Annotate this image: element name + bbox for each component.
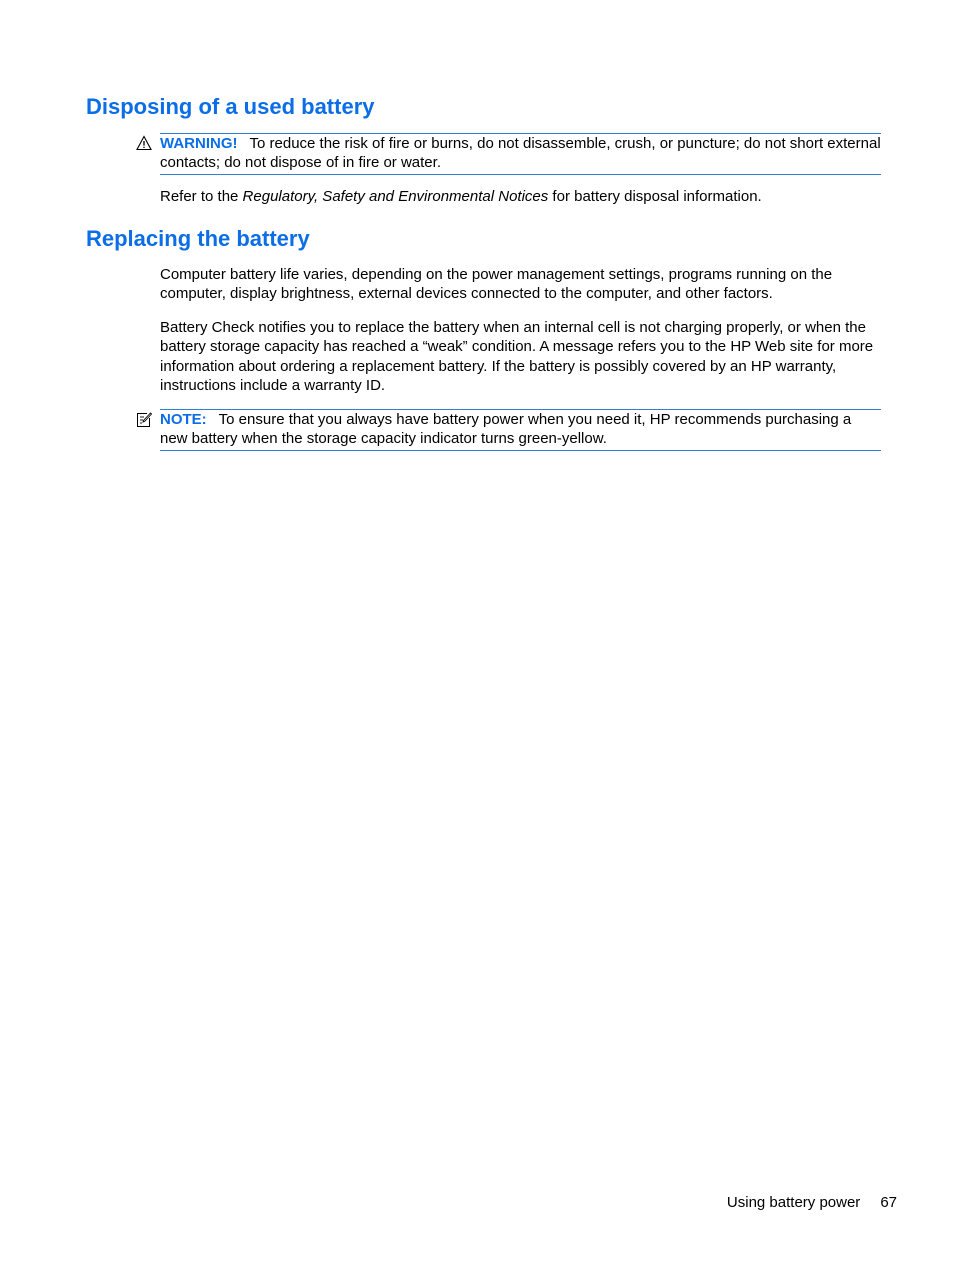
note-label: NOTE:: [160, 411, 207, 428]
battery-life-paragraph: Computer battery life varies, depending on the power management settings, programs running on the computer, display brightness, external devices connected to the computer, and other factors.: [160, 266, 833, 303]
note-text: To ensure that you always have battery power when you need it, HP recommends purchasing a new battery when the storage capacity indicator turns green-yellow.: [160, 411, 852, 448]
page-number: 67: [880, 1194, 897, 1211]
note-pencil-icon: [136, 412, 152, 428]
warning-text: To reduce the risk of fire or burns, do not disassemble, crush, or puncture; do not short external contacts; do not dispose of in fire or water.: [160, 135, 881, 172]
note-callout: [160, 409, 881, 451]
notices-title: Regulatory, Safety and Environmental Notices: [242, 188, 549, 205]
section-heading-disposing: Disposing of a used battery: [86, 94, 375, 119]
disposal-paragraph: [160, 187, 885, 206]
warning-label: WARNING!: [160, 135, 238, 152]
page-footer: [727, 1193, 897, 1212]
section-heading-replacing: Replacing the battery: [86, 226, 310, 251]
footer-section-title: Using battery power: [726, 1194, 861, 1211]
warning-callout: [160, 133, 881, 175]
warning-triangle-icon: [136, 135, 152, 151]
battery-check-paragraph: Battery Check notifies you to replace the battery when an internal cell is not charging properly, or when the battery storage capacity has reached a “weak” condition. A message refers you to the HP Web site for more information about ordering a replacement battery. If the battery is possibly covered by an HP warranty, instructions include a warranty ID.: [160, 319, 874, 395]
disposal-text-before: Refer to the: [160, 188, 243, 205]
disposal-text-after: for battery disposal information.: [548, 188, 762, 205]
